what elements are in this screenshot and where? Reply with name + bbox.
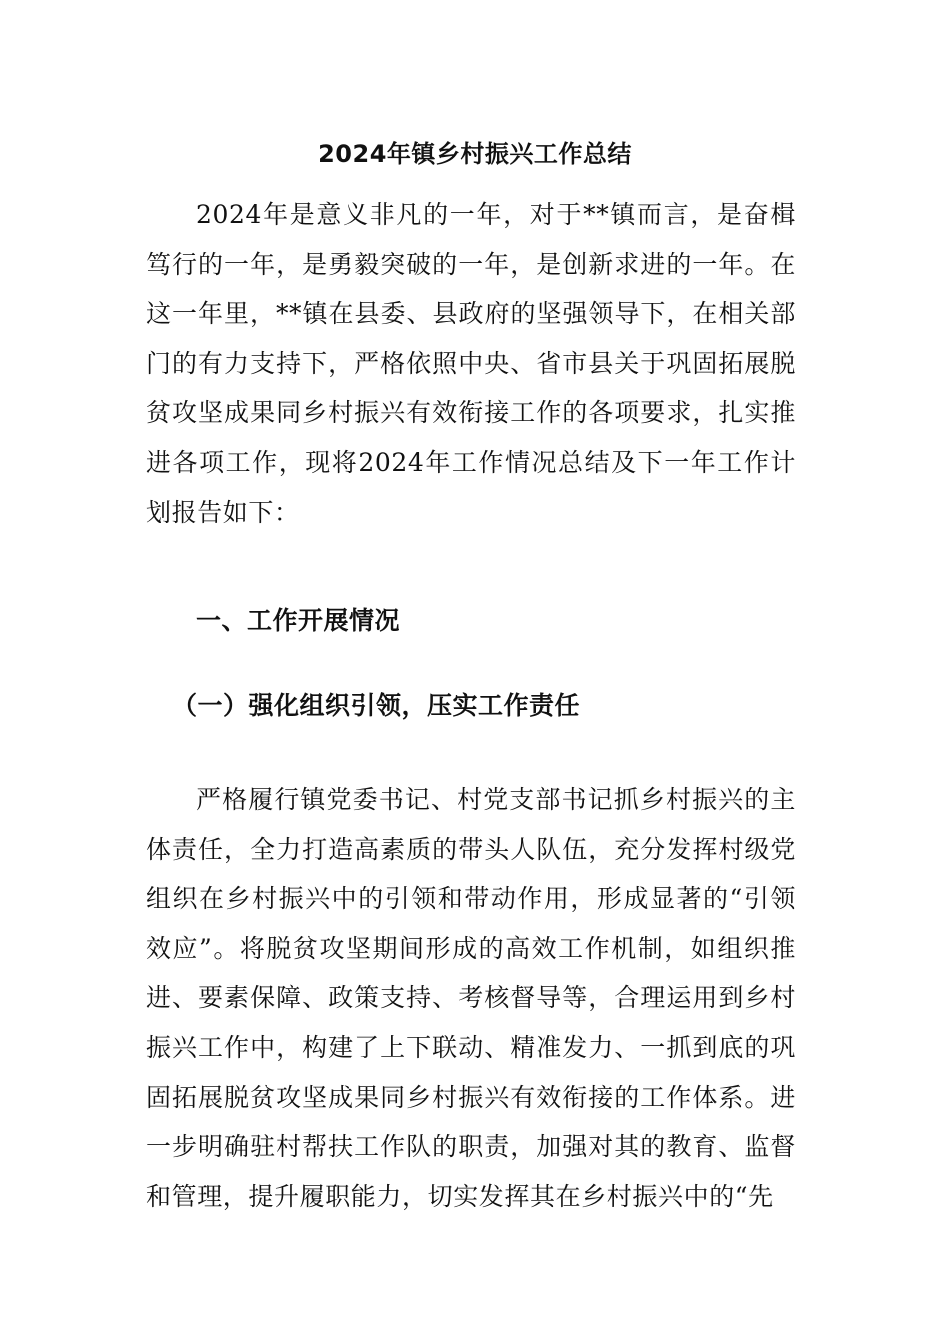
subsection-heading: （一）强化组织引领，压实工作责任 xyxy=(172,691,581,720)
subsection-paragraph: 严格履行镇党委书记、村党支部书记抓乡村振兴的主体责任，全力打造高素质的带头人队伍，充分发挥村级党组织在乡村振兴中的引领和带动作用，形成显著的“引领效应”。将脱贫攻坚期间形成的高效工作机制，如组织推进、要素保障、政策支持、考核督导等，合理运用到乡村振兴工作中，构建了上下联动、精准发力、一抓到底的巩固拓展脱贫攻坚成果同乡村振兴有效衔接的工作体系。进一步明确驻村帮扶工作队的职责，加强对其的教育、监督和管理，提升履职能力，切实发挥其在乡村振兴中的“先 xyxy=(146,785,796,1211)
section-heading: 一、工作开展情况 xyxy=(196,606,401,635)
intro-paragraph: 2024年是意义非凡的一年，对于**镇而言，是奋楫笃行的一年，是勇毅突破的一年，是创新求进的一年。在这一年里，**镇在县委、县政府的坚强领导下，在相关部门的有力支持下，严格依照中央、省市县关于巩固拓展脱贫攻坚成果同乡村振兴有效衔接工作的各项要求，扎实推进各项工作，现将2024年工作情况总结及下一年工作计划报告如下： xyxy=(146,200,796,527)
document-title: 2024年镇乡村振兴工作总结 xyxy=(318,140,632,168)
